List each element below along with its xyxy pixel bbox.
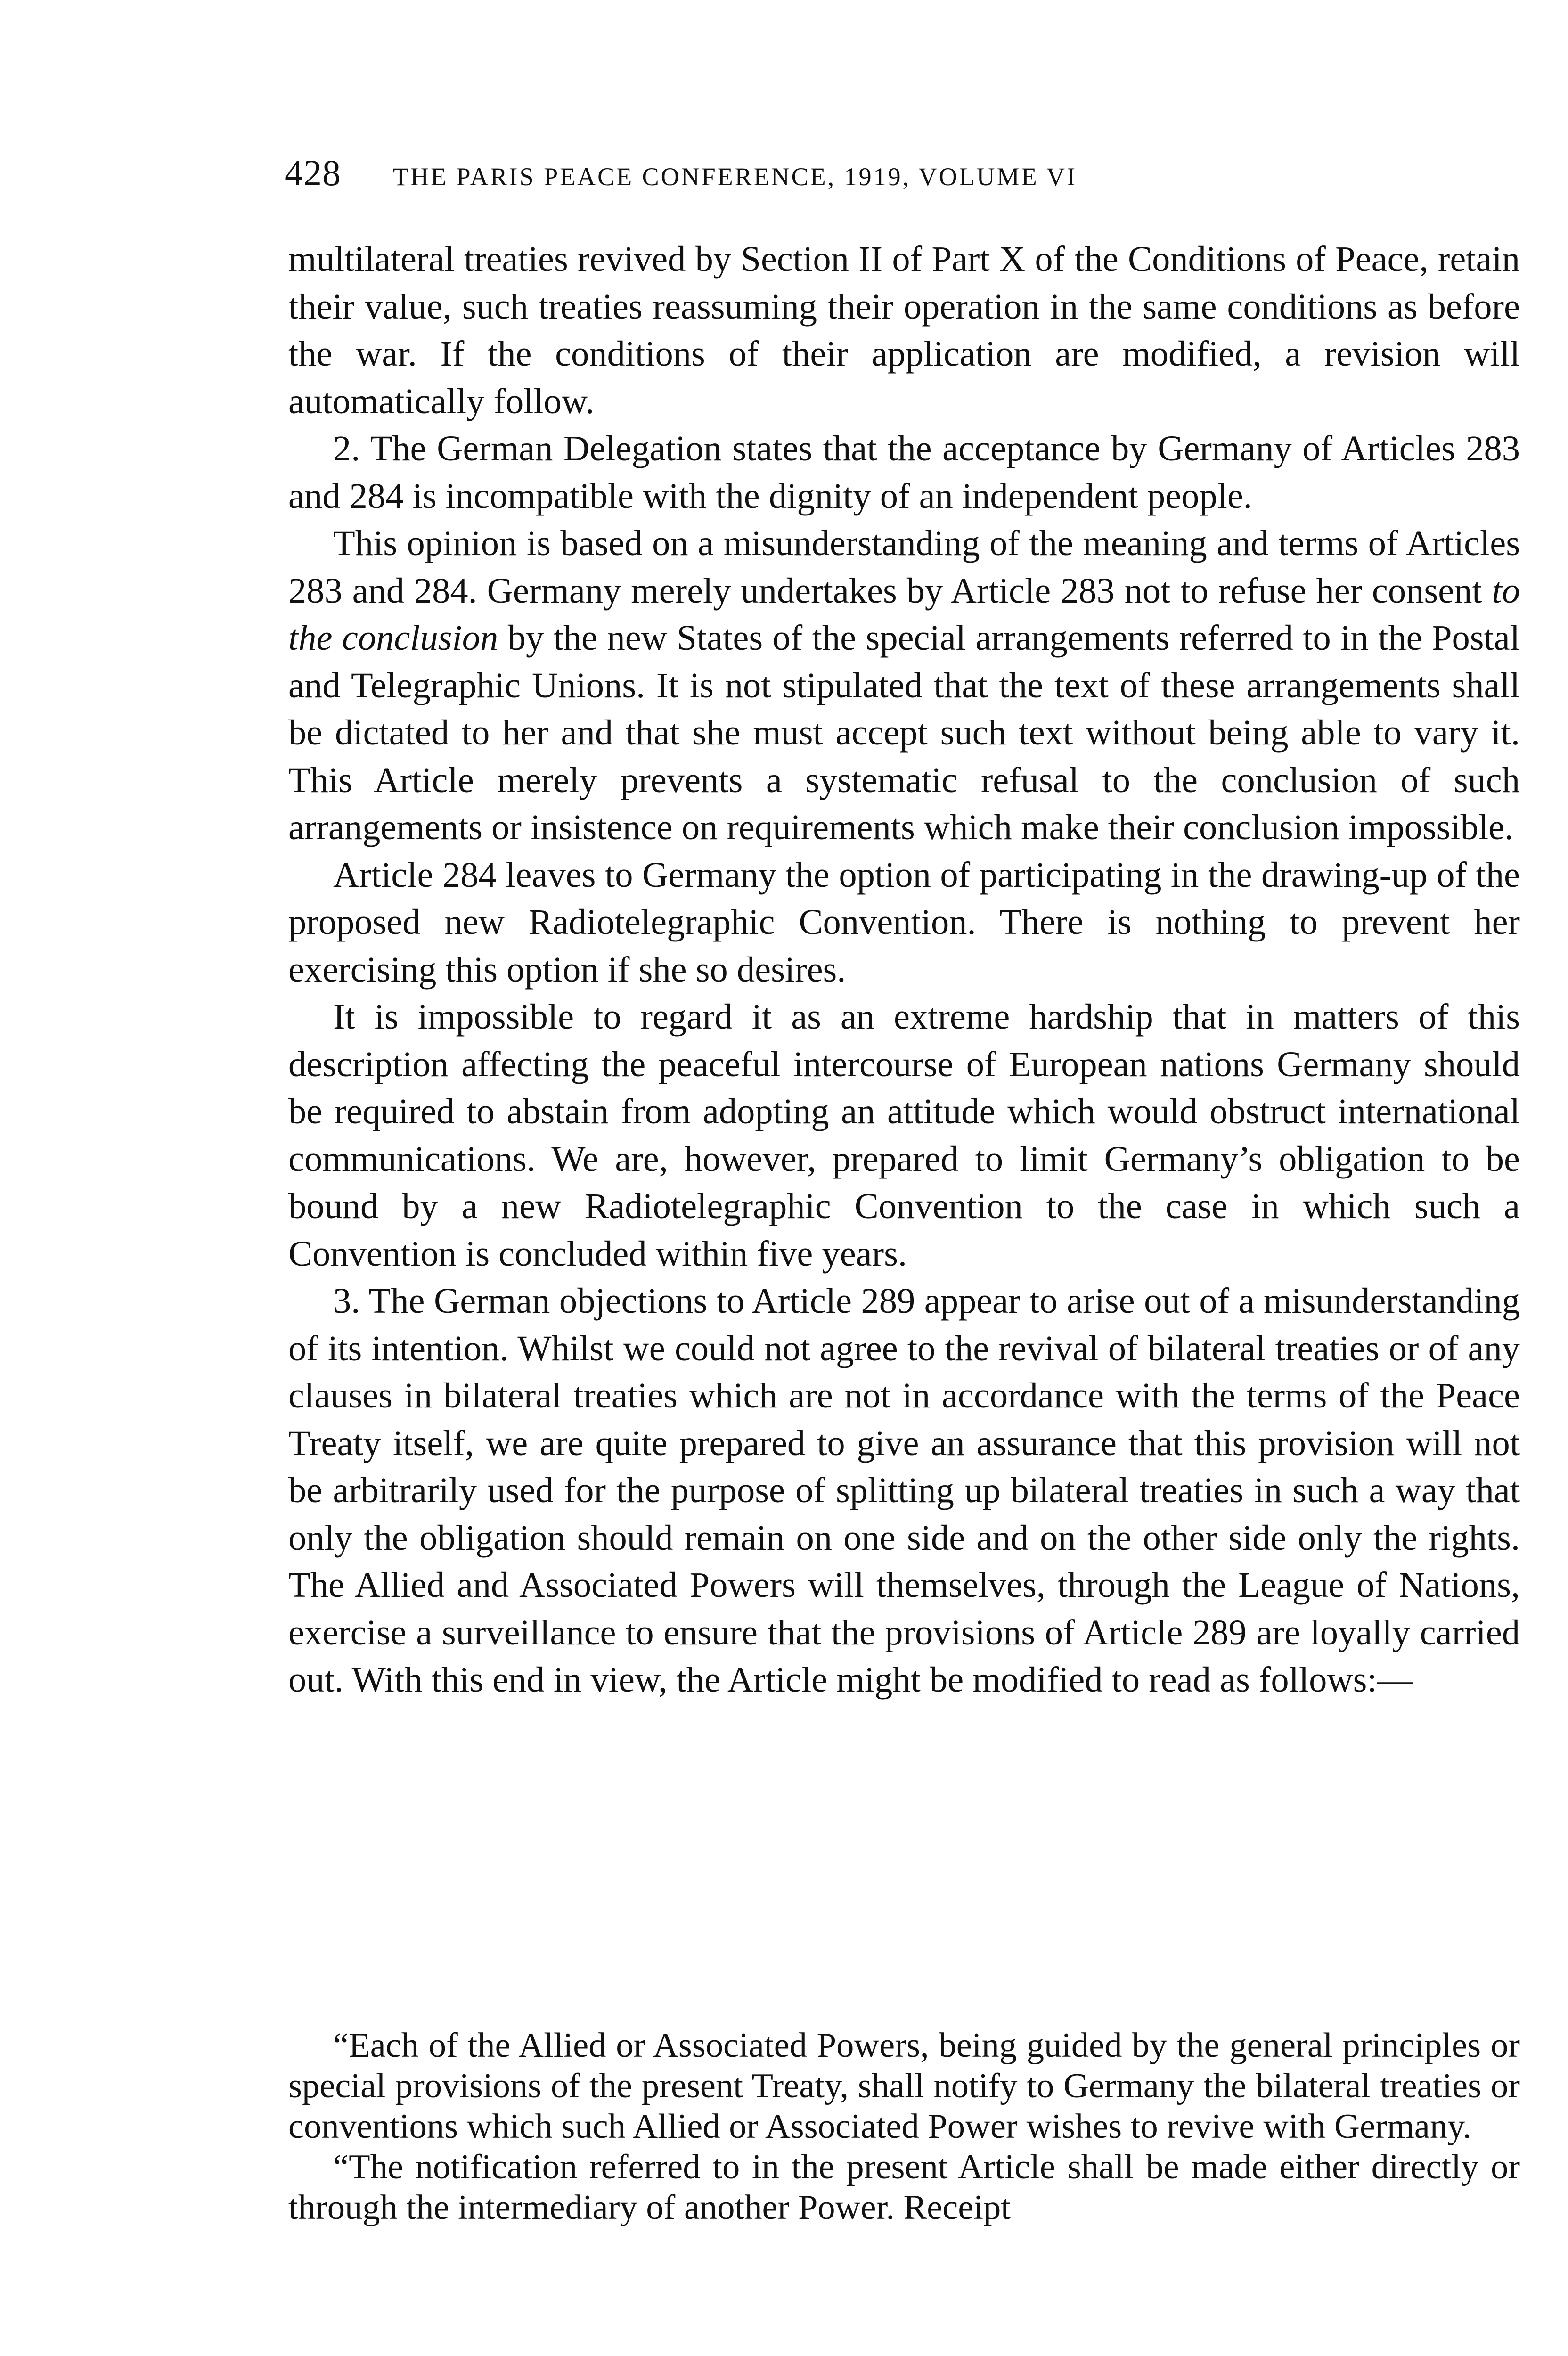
paragraph-articles-283-284 <box>288 520 1520 851</box>
paragraph-hardship: It is impossible to regard it as an extreme hardship that in matters of this description affecting the peaceful intercourse of European nations Germany should be required to abstain from adopting an attitude which would obstruct international communications. We are, however, prepared to limit Germany’s obligation to be bound by a new Radiotelegraphic Convention to the case in which such a Convention is concluded within five years. <box>288 997 1520 1274</box>
italic-phrase: to the conclusion <box>288 570 1520 658</box>
paragraph-text-start: This opinion is based on a misunderstanding of the meaning and terms of Articles 283 and 284. Germany merely undertakes by Article 283 not to refuse her consent <box>288 523 1520 611</box>
body-text <box>288 236 1520 1704</box>
paragraph-point-3: 3. The German objections to Article 289 appear to arise out of a misunderstanding of its intention. Whilst we could not agree to the revival of bilateral treaties or of any clauses in bilateral treaties which are not in accordance with the terms of the Peace Treaty itself, we are quite prepared to give an assurance that this provision will not be arbitrarily used for the purpose of splitting up bilateral treaties in such a way that only the obligation should remain on one side and on the other side only the rights. The Allied and Associated Powers will themselves, through the League of Nations, exercise a surveillance to ensure that the provisions of Article 289 are loyally carried out. With this end in view, the Article might be modified to read as follows:— <box>288 1281 1520 1700</box>
paragraph-point-2: 2. The German Delegation states that the acceptance by Germany of Articles 283 and 284 is incompatible with the dignity of an independent people. <box>288 428 1520 516</box>
quote-paragraph-2: “The notification referred to in the present Article shall be made either directly or through the intermediary of another Power. Receipt <box>288 2148 1520 2227</box>
running-head <box>285 152 1519 204</box>
paragraph-text-end: by the new States of the special arrangements referred to in the Postal and Telegraphic Unions. It is not stipulated that the text of these arrangements shall be dictated to her and that she must accept such text without being able to vary it. This Article merely prevents a systematic refusal to the conclusion of such arrangements or insistence on requirements which make their conclusion impossible. <box>288 618 1520 847</box>
running-title: THE PARIS PEACE CONFERENCE, 1919, VOLUME VI <box>393 163 1078 191</box>
quoted-article-text <box>288 2025 1520 2228</box>
page-number: 428 <box>285 152 341 193</box>
paragraph-continued: multilateral treaties revived by Section II of Part X of the Conditions of Peace, retain their value, such treaties reassuming their operation in the same conditions as before the war. If the conditions of their application are modified, a revision will automatically follow. <box>288 239 1520 421</box>
quote-paragraph-1: “Each of the Allied or Associated Powers, being guided by the general principles or special provisions of the present Treaty, shall notify to Germany the bilateral treaties or conventions which such Allied or Associated Power wishes to revive with Germany. <box>288 2026 1520 2146</box>
paragraph-article-284: Article 284 leaves to Germany the option of participating in the drawing-up of the proposed new Radiotelegraphic Convention. There is nothing to prevent her exercising this option if she so desires. <box>288 854 1520 990</box>
